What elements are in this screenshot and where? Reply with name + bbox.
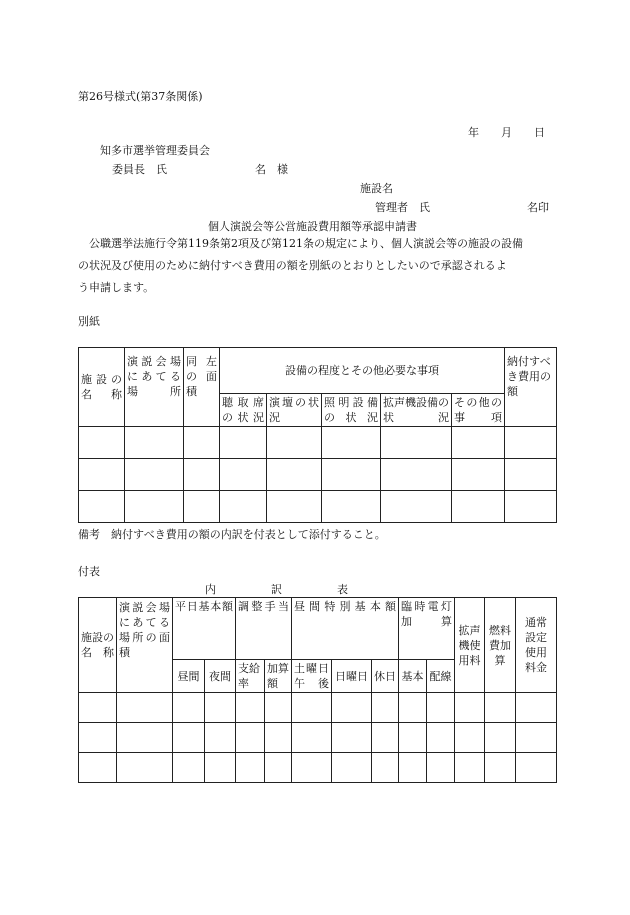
table-row [79, 459, 557, 491]
attached-sub-day: 昼間 [173, 660, 205, 693]
annex-sub-audience: 聴取席の状況 [220, 394, 267, 427]
annex-col-facility: 施設の名 称 [79, 348, 125, 427]
annex-sub-speaker: 拡声機設備の状況 [381, 394, 452, 427]
recipient-org: 知多市選挙管理委員会 [100, 144, 210, 157]
table-row [79, 753, 557, 783]
attached-col-hall: 演説会場にあてる場所の面積 [117, 598, 173, 693]
attached-col-weekday: 平日基本額 [173, 598, 236, 660]
attached-sub-add: 加算額 [265, 660, 292, 693]
annex-label: 別紙 [78, 315, 100, 328]
facility-name-label: 施設名 [360, 182, 393, 195]
body-line-2: の状況及び使用のために納付すべき費用の額を別紙のとおりとしたいので承認されるよ [78, 259, 507, 272]
body-line-3: う申請します。 [78, 281, 155, 294]
annex-col-fee: 納付すべき費用の額 [505, 348, 557, 427]
annex-col-area: 同左の面積 [184, 348, 220, 427]
table-row [79, 427, 557, 459]
document-title: 個人演説会等公営施設費用額等承認申請書 [208, 220, 417, 233]
annex-table [78, 347, 557, 523]
attached-col-temp-power: 臨時電灯加算 [399, 598, 455, 660]
recipient-name: 委員長 氏 名 様 [112, 163, 288, 176]
seal-label: 名印 [527, 201, 549, 214]
body-line-1: 公職選挙法施行令第119条第2項及び第121条の規定により、個人演説会等の施設の設備 [78, 237, 523, 250]
attached-title: 内 訳 表 [205, 583, 348, 596]
table-row [79, 491, 557, 523]
attached-col-speaker-fee: 拡声機使用料 [455, 598, 485, 693]
attached-sub-holiday: 休日 [372, 660, 399, 693]
annex-note: 備考 納付すべき費用の額の内訳を付表として添付すること。 [78, 528, 386, 541]
attached-col-facility: 施設の名 称 [79, 598, 117, 693]
attached-col-fuel: 燃料費加算 [485, 598, 516, 693]
annex-sub-lighting: 照明設備の状況 [322, 394, 381, 427]
attached-label: 付表 [78, 565, 100, 578]
attached-col-daytime: 昼間特別基本額 [292, 598, 399, 660]
attached-col-standard: 通常設定使用料金 [516, 598, 557, 693]
annex-sub-other: その他の事項 [452, 394, 505, 427]
attached-sub-wiring: 配線 [427, 660, 455, 693]
manager-label: 管理者 氏 [375, 201, 430, 214]
attached-sub-sat: 土曜日午後 [292, 660, 332, 693]
attached-table [78, 597, 557, 783]
date-line: 年 月 日 [468, 126, 545, 139]
attached-sub-basic: 基本 [399, 660, 427, 693]
attached-sub-sun: 日曜日 [332, 660, 372, 693]
annex-col-equipment: 設備の程度とその他必要な事項 [220, 348, 505, 394]
body-paragraph [78, 233, 548, 299]
form-number: 第26号様式(第37条関係) [78, 90, 203, 103]
annex-col-hall: 演説会場にあてる場所 [125, 348, 184, 427]
table-row [79, 693, 557, 723]
attached-sub-rate: 支給率 [236, 660, 265, 693]
table-row [79, 723, 557, 753]
attached-sub-night: 夜間 [205, 660, 236, 693]
attached-col-adjust: 調整手当 [236, 598, 292, 660]
annex-sub-stage: 演壇の状況 [267, 394, 322, 427]
